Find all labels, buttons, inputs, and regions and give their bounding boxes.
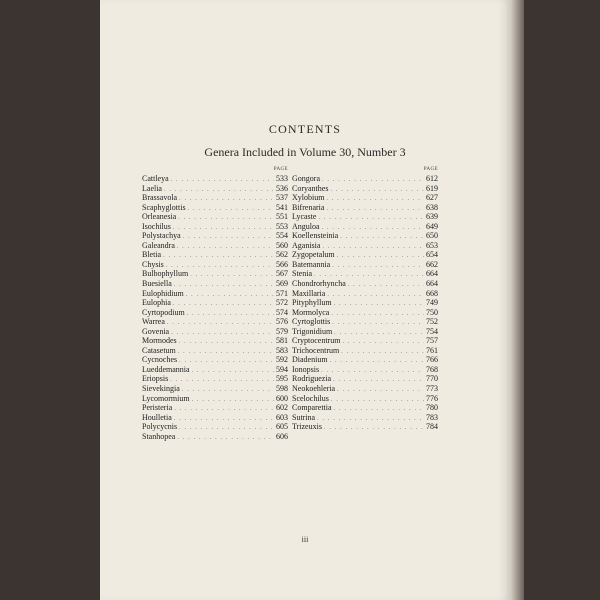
page-reference: 551 (276, 212, 288, 222)
genus-name: Cattleya (142, 174, 169, 183)
contents-entry (292, 212, 438, 222)
dot-leader (327, 291, 424, 301)
contents-entry (292, 394, 438, 404)
genus-name: Coryanthes (292, 183, 329, 193)
contents-entry (142, 422, 288, 432)
genus-name: Diadenium (292, 355, 328, 365)
genus-name: Stanhopea (142, 431, 176, 441)
dot-leader (342, 338, 424, 348)
page-reference: 776 (426, 393, 438, 403)
page-reference: 653 (426, 240, 438, 250)
genus-name: Orleanesia (142, 212, 177, 222)
page-reference: 783 (426, 412, 438, 422)
contents-entry (292, 193, 438, 203)
page-reference: 766 (426, 355, 438, 365)
genus-name: Lycomormium (142, 393, 190, 403)
page-number: iii (301, 535, 309, 544)
genus-name: Eulophidium (142, 288, 184, 298)
genus-name: Pityphyllum (292, 298, 332, 308)
genus-name: Neokoehleria (292, 384, 336, 394)
dot-leader (332, 262, 424, 272)
page-reference: 754 (426, 326, 438, 336)
genus-name: Mormodes (142, 336, 177, 346)
page-reference: 752 (426, 317, 438, 327)
page-reference: 650 (426, 231, 438, 241)
page-reference: 567 (276, 269, 288, 279)
genus-name: Cyrtoglottis (292, 317, 331, 327)
page-reference: 536 (276, 183, 288, 193)
genus-name: Buesiella (142, 279, 172, 289)
page-reference: 583 (276, 345, 288, 355)
right-rows (292, 174, 438, 432)
page-reference: 649 (426, 221, 438, 231)
contents-entry (292, 403, 438, 413)
genus-name: Lueddemannia (142, 364, 190, 374)
contents-entry (292, 355, 438, 365)
dot-leader (188, 205, 274, 215)
contents-entry (142, 193, 288, 203)
dot-leader (173, 300, 274, 310)
page-reference: 571 (276, 288, 288, 298)
genus-name: Cryptocentrum (292, 336, 341, 346)
page-reference: 668 (426, 288, 438, 298)
dot-leader (171, 176, 274, 186)
contents-entry (142, 355, 288, 365)
page-edge-shadow (510, 0, 524, 600)
page-reference: 566 (276, 259, 288, 269)
dot-leader (167, 319, 274, 329)
dot-leader (326, 205, 424, 215)
dot-leader (192, 367, 274, 377)
genus-name: Cycnoches (142, 355, 178, 365)
dot-leader (348, 281, 424, 291)
dot-leader (192, 396, 274, 406)
left-rows (142, 174, 288, 441)
contents-entry (292, 308, 438, 318)
page-reference: 579 (276, 326, 288, 336)
page-reference: 569 (276, 279, 288, 289)
page-reference: 664 (426, 279, 438, 289)
dot-leader (334, 405, 424, 415)
dot-leader (179, 424, 274, 434)
dot-leader (337, 252, 424, 262)
dot-leader (171, 329, 274, 339)
dot-leader (341, 348, 424, 358)
genus-name: Isochilus (142, 221, 171, 231)
dot-leader (170, 376, 274, 386)
genus-name: Chondrorhyncha (292, 279, 346, 289)
left-contents-column (142, 166, 288, 441)
dot-leader (179, 357, 274, 367)
genus-name: Rodriguezia (292, 374, 332, 384)
contents-entry (142, 203, 288, 213)
dot-leader (332, 319, 424, 329)
dot-leader (190, 271, 274, 281)
page-reference: 627 (426, 193, 438, 203)
dot-leader (163, 252, 274, 262)
genus-name: Scaphyglottis (142, 202, 186, 212)
page-reference: 770 (426, 374, 438, 384)
dot-leader (177, 243, 274, 253)
contents-entry (292, 241, 438, 251)
contents-entry (142, 289, 288, 299)
genus-name: Trizeuxis (292, 422, 322, 432)
page-reference: 757 (426, 336, 438, 346)
page-reference: 572 (276, 298, 288, 308)
page-reference: 612 (426, 174, 438, 183)
page-reference: 638 (426, 202, 438, 212)
genus-name: Anguloa (292, 221, 320, 231)
genus-name: Warrea (142, 317, 165, 327)
page-reference: 750 (426, 307, 438, 317)
genus-name: Batemannia (292, 259, 331, 269)
page-reference: 662 (426, 259, 438, 269)
page-reference: 562 (276, 250, 288, 260)
page-reference: 606 (276, 431, 288, 441)
page-reference: 533 (276, 174, 288, 183)
dot-leader (333, 376, 424, 386)
genus-name: Laelia (142, 183, 162, 193)
dot-leader (183, 233, 274, 243)
genus-name: Comparettia (292, 403, 332, 413)
contents-entry (292, 279, 438, 289)
right-contents-column (292, 166, 438, 432)
genus-name: Bletia (142, 250, 162, 260)
dot-leader (330, 357, 424, 367)
page-reference: 581 (276, 336, 288, 346)
contents-entry (292, 250, 438, 260)
dot-leader (187, 310, 274, 320)
contents-entry (292, 174, 438, 184)
page-reference: 749 (426, 298, 438, 308)
genus-name: Catasetum (142, 345, 176, 355)
page-reference: 654 (426, 250, 438, 260)
contents-entry (292, 184, 438, 194)
page-reference: 554 (276, 231, 288, 241)
contents-entry (142, 279, 288, 289)
dot-leader (177, 434, 274, 444)
contents-entry (292, 317, 438, 327)
dot-leader (178, 214, 274, 224)
dot-leader (331, 310, 424, 320)
dot-leader (321, 367, 424, 377)
genus-name: Cyrtopodium (142, 307, 185, 317)
page-reference: 600 (276, 393, 288, 403)
genus-name: Ionopsis (292, 364, 320, 374)
genus-name: Aganisia (292, 240, 321, 250)
page-reference: 602 (276, 403, 288, 413)
contents-entry (142, 394, 288, 404)
dot-leader (182, 386, 274, 396)
contents-entry (142, 269, 288, 279)
contents-entry (142, 432, 288, 442)
dot-leader (174, 415, 274, 425)
genus-name: Chysis (142, 259, 164, 269)
page-reference: 664 (426, 269, 438, 279)
dot-leader (334, 329, 424, 339)
contents-entry (142, 250, 288, 260)
contents-entry (292, 374, 438, 384)
page-reference: 541 (276, 202, 288, 212)
book-page (100, 0, 510, 600)
dot-leader (174, 405, 274, 415)
genus-name: Sievekingia (142, 384, 180, 394)
contents-entry (142, 174, 288, 184)
dot-leader (173, 224, 274, 234)
contents-entry (292, 260, 438, 270)
genus-name: Scelochilus (292, 393, 329, 403)
genus-name: Mormolyca (292, 307, 330, 317)
contents-entry (142, 231, 288, 241)
page-reference: 560 (276, 240, 288, 250)
page-reference: 574 (276, 307, 288, 317)
genus-name: Trigonidium (292, 326, 333, 336)
genus-name: Zygopetalum (292, 250, 335, 260)
contents-entry (292, 422, 438, 432)
genus-name: Polycycnis (142, 422, 178, 432)
genus-name: Xylobium (292, 193, 325, 203)
contents-heading: CONTENTS (268, 122, 342, 136)
genus-name: Polystachya (142, 231, 181, 241)
contents-entry (142, 298, 288, 308)
genus-name: Eriopsis (142, 374, 169, 384)
dot-leader (179, 338, 274, 348)
page-column-label: PAGE (423, 167, 438, 172)
page-reference: 773 (426, 384, 438, 394)
page-reference: 553 (276, 221, 288, 231)
page-reference: 784 (426, 422, 438, 432)
genus-name: Koellensteinia (292, 231, 339, 241)
page-column-label: PAGE (273, 167, 288, 172)
dot-leader (324, 424, 424, 434)
dot-leader (174, 281, 274, 291)
contents-entry (142, 413, 288, 423)
genus-name: Peristeria (142, 403, 173, 413)
page-reference: 603 (276, 412, 288, 422)
page-reference: 598 (276, 384, 288, 394)
genus-name: Maxillaria (292, 288, 326, 298)
contents-entry (142, 241, 288, 251)
contents-entry (142, 384, 288, 394)
dot-leader (330, 186, 424, 196)
page-reference: 761 (426, 345, 438, 355)
genus-name: Brassavola (142, 193, 178, 203)
page-reference: 594 (276, 364, 288, 374)
dot-leader (322, 243, 424, 253)
page-reference: 576 (276, 317, 288, 327)
contents-entry (292, 327, 438, 337)
contents-entry (142, 308, 288, 318)
genus-name: Bulbophyllum (142, 269, 189, 279)
contents-entry (292, 269, 438, 279)
page-reference: 780 (426, 403, 438, 413)
contents-entry (142, 327, 288, 337)
genus-name: Govenia (142, 326, 170, 336)
page-reference: 537 (276, 193, 288, 203)
page-reference: 619 (426, 183, 438, 193)
contents-entry (292, 384, 438, 394)
dot-leader (164, 186, 274, 196)
genus-name: Lycaste (292, 212, 317, 222)
dot-leader (326, 195, 424, 205)
genus-name: Houlletia (142, 412, 172, 422)
contents-entry (292, 203, 438, 213)
contents-entry (142, 317, 288, 327)
dot-leader (317, 415, 424, 425)
contents-entry (292, 365, 438, 375)
dot-leader (318, 214, 424, 224)
genus-name: Sutrina (292, 412, 316, 422)
dot-leader (322, 176, 424, 186)
page-reference: 768 (426, 364, 438, 374)
genus-name: Stenia (292, 269, 312, 279)
contents-entry (142, 336, 288, 346)
contents-entry (292, 336, 438, 346)
page-reference: 595 (276, 374, 288, 384)
contents-entry (292, 289, 438, 299)
contents-entry (142, 184, 288, 194)
dot-leader (340, 233, 424, 243)
contents-entry (142, 346, 288, 356)
dot-leader (186, 291, 274, 301)
genus-name: Eulophia (142, 298, 171, 308)
contents-entry (142, 222, 288, 232)
page-reference: 592 (276, 355, 288, 365)
dot-leader (337, 386, 424, 396)
page-reference: 639 (426, 212, 438, 222)
contents-entry (292, 298, 438, 308)
genus-name: Bifrenaria (292, 202, 325, 212)
contents-entry (142, 374, 288, 384)
dot-leader (334, 300, 424, 310)
page-reference: 605 (276, 422, 288, 432)
dot-leader (179, 195, 274, 205)
genus-name: Gongora (292, 174, 320, 183)
contents-entry (142, 212, 288, 222)
genus-name: Trichocentrum (292, 345, 340, 355)
contents-entry (142, 403, 288, 413)
volume-subheading: Genera Included in Volume 30, Number 3 (204, 145, 406, 159)
contents-entry (142, 365, 288, 375)
dot-leader (178, 348, 274, 358)
contents-entry (292, 222, 438, 232)
contents-entry (292, 346, 438, 356)
contents-entry (292, 413, 438, 423)
genus-name: Galeandra (142, 240, 175, 250)
dot-leader (331, 396, 424, 406)
contents-entry (292, 231, 438, 241)
